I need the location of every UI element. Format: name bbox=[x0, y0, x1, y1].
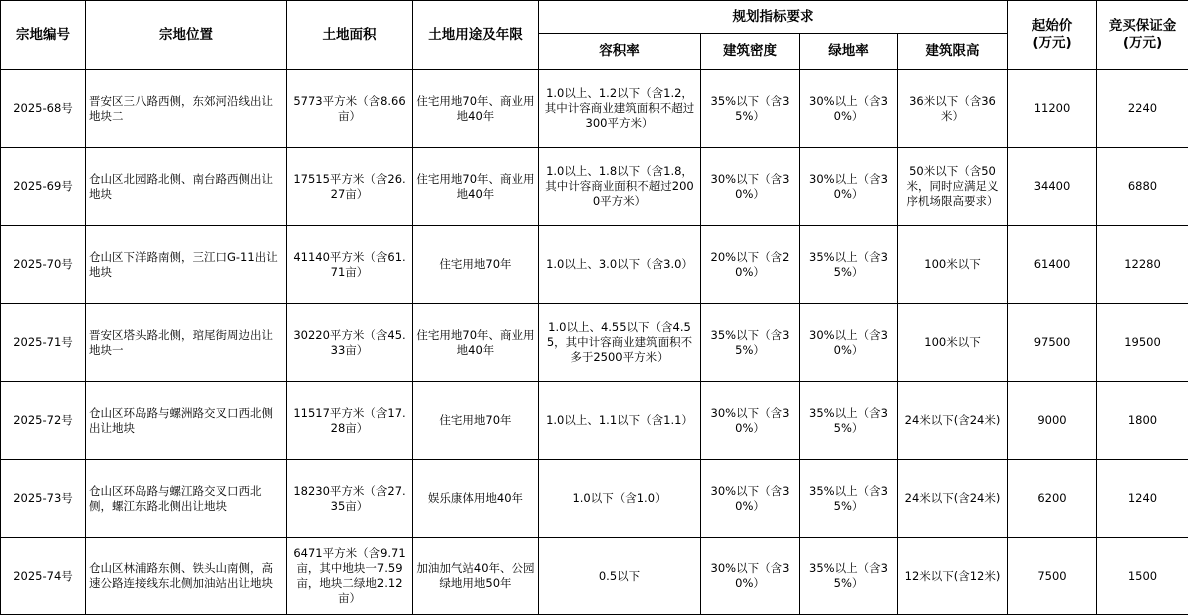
cell-density: 30%以下（含30%） bbox=[701, 460, 800, 538]
cell-green: 35%以上（含35%） bbox=[800, 538, 898, 615]
cell-green: 30%以上（含30%） bbox=[800, 304, 898, 382]
cell-location: 仓山区北园路北侧、南台路西侧出让地块 bbox=[86, 148, 287, 226]
cell-area: 11517平方米（含17.28亩） bbox=[287, 382, 413, 460]
cell-start-price: 97500 bbox=[1008, 304, 1097, 382]
cell-start-price: 6200 bbox=[1008, 460, 1097, 538]
cell-start-price: 9000 bbox=[1008, 382, 1097, 460]
cell-density: 35%以下（含35%） bbox=[701, 304, 800, 382]
header-density: 建筑密度 bbox=[701, 34, 800, 70]
cell-density: 20%以下（含20%） bbox=[701, 226, 800, 304]
cell-location: 晋安区塔头路北侧，琯尾街周边出让地块一 bbox=[86, 304, 287, 382]
cell-area: 5773平方米（含8.66亩） bbox=[287, 70, 413, 148]
cell-far: 1.0以上、4.55以下（含4.55，其中计容商业建筑面积不多于2500平方米） bbox=[539, 304, 701, 382]
cell-usage: 娱乐康体用地40年 bbox=[413, 460, 539, 538]
cell-area: 6471平方米（含9.71亩，其中地块一7.59亩，地块二绿地2.12亩） bbox=[287, 538, 413, 615]
header-green: 绿地率 bbox=[800, 34, 898, 70]
cell-height: 100米以下 bbox=[898, 226, 1008, 304]
cell-usage: 住宅用地70年 bbox=[413, 382, 539, 460]
cell-height: 50米以下（含50米，同时应满足义序机场限高要求） bbox=[898, 148, 1008, 226]
table-row bbox=[1, 460, 1188, 538]
cell-height: 36米以下（含36米） bbox=[898, 70, 1008, 148]
cell-usage: 住宅用地70年 bbox=[413, 226, 539, 304]
header-row-1 bbox=[1, 1, 1188, 34]
cell-id: 2025-73号 bbox=[1, 460, 86, 538]
table-body bbox=[1, 70, 1188, 615]
cell-height: 24米以下(含24米) bbox=[898, 460, 1008, 538]
cell-usage: 住宅用地70年、商业用地40年 bbox=[413, 70, 539, 148]
cell-density: 35%以下（含35%） bbox=[701, 70, 800, 148]
cell-green: 35%以上（含35%） bbox=[800, 226, 898, 304]
cell-area: 17515平方米（含26.27亩） bbox=[287, 148, 413, 226]
cell-green: 30%以上（含30%） bbox=[800, 70, 898, 148]
table-row bbox=[1, 70, 1188, 148]
cell-green: 35%以上（含35%） bbox=[800, 382, 898, 460]
cell-area: 30220平方米（含45.33亩） bbox=[287, 304, 413, 382]
header-location: 宗地位置 bbox=[86, 1, 287, 70]
cell-area: 41140平方米（含61.71亩） bbox=[287, 226, 413, 304]
cell-usage: 加油加气站40年、公园绿地用地50年 bbox=[413, 538, 539, 615]
cell-density: 30%以下（含30%） bbox=[701, 148, 800, 226]
cell-id: 2025-71号 bbox=[1, 304, 86, 382]
header-usage: 土地用途及年限 bbox=[413, 1, 539, 70]
cell-location: 仓山区环岛路与螺洲路交叉口西北侧出让地块 bbox=[86, 382, 287, 460]
table-row bbox=[1, 382, 1188, 460]
table-row bbox=[1, 538, 1188, 615]
cell-location: 仓山区环岛路与螺江路交叉口西北侧，螺江东路北侧出让地块 bbox=[86, 460, 287, 538]
cell-green: 35%以上（含35%） bbox=[800, 460, 898, 538]
cell-deposit: 1500 bbox=[1097, 538, 1188, 615]
cell-density: 30%以下（含30%） bbox=[701, 382, 800, 460]
cell-deposit: 12280 bbox=[1097, 226, 1188, 304]
cell-far: 1.0以上、1.1以下（含1.1） bbox=[539, 382, 701, 460]
cell-start-price: 11200 bbox=[1008, 70, 1097, 148]
cell-height: 100米以下 bbox=[898, 304, 1008, 382]
cell-deposit: 19500 bbox=[1097, 304, 1188, 382]
cell-id: 2025-70号 bbox=[1, 226, 86, 304]
cell-location: 晋安区三八路西侧，东郊河沿线出让地块二 bbox=[86, 70, 287, 148]
cell-green: 30%以上（含30%） bbox=[800, 148, 898, 226]
table-row bbox=[1, 148, 1188, 226]
cell-usage: 住宅用地70年、商业用地40年 bbox=[413, 304, 539, 382]
cell-area: 18230平方米（含27.35亩） bbox=[287, 460, 413, 538]
table-row bbox=[1, 226, 1188, 304]
cell-height: 24米以下(含24米) bbox=[898, 382, 1008, 460]
cell-id: 2025-69号 bbox=[1, 148, 86, 226]
header-start-price: 起始价 (万元) bbox=[1008, 1, 1097, 70]
header-far: 容积率 bbox=[539, 34, 701, 70]
cell-start-price: 7500 bbox=[1008, 538, 1097, 615]
cell-far: 1.0以上、1.2以下（含1.2，其中计容商业建筑面积不超过300平方米） bbox=[539, 70, 701, 148]
cell-id: 2025-68号 bbox=[1, 70, 86, 148]
header-deposit: 竞买保证金 (万元) bbox=[1097, 1, 1188, 70]
cell-start-price: 34400 bbox=[1008, 148, 1097, 226]
cell-start-price: 61400 bbox=[1008, 226, 1097, 304]
cell-id: 2025-74号 bbox=[1, 538, 86, 615]
cell-id: 2025-72号 bbox=[1, 382, 86, 460]
cell-deposit: 2240 bbox=[1097, 70, 1188, 148]
cell-far: 0.5以下 bbox=[539, 538, 701, 615]
header-area: 土地面积 bbox=[287, 1, 413, 70]
cell-height: 12米以下(含12米) bbox=[898, 538, 1008, 615]
header-id: 宗地编号 bbox=[1, 1, 86, 70]
cell-location: 仓山区林浦路东侧、铁头山南侧，高速公路连接线东北侧加油站出让地块 bbox=[86, 538, 287, 615]
cell-location: 仓山区下洋路南侧，三江口G-11出让地块 bbox=[86, 226, 287, 304]
cell-far: 1.0以上、1.8以下（含1.8，其中计容商业面积不超过2000平方米） bbox=[539, 148, 701, 226]
cell-deposit: 6880 bbox=[1097, 148, 1188, 226]
cell-far: 1.0以上、3.0以下（含3.0） bbox=[539, 226, 701, 304]
cell-far: 1.0以下（含1.0） bbox=[539, 460, 701, 538]
cell-deposit: 1240 bbox=[1097, 460, 1188, 538]
table-row bbox=[1, 304, 1188, 382]
cell-deposit: 1800 bbox=[1097, 382, 1188, 460]
header-planning: 规划指标要求 bbox=[539, 1, 1008, 34]
cell-usage: 住宅用地70年、商业用地40年 bbox=[413, 148, 539, 226]
cell-density: 30%以下（含30%） bbox=[701, 538, 800, 615]
header-height: 建筑限高 bbox=[898, 34, 1008, 70]
